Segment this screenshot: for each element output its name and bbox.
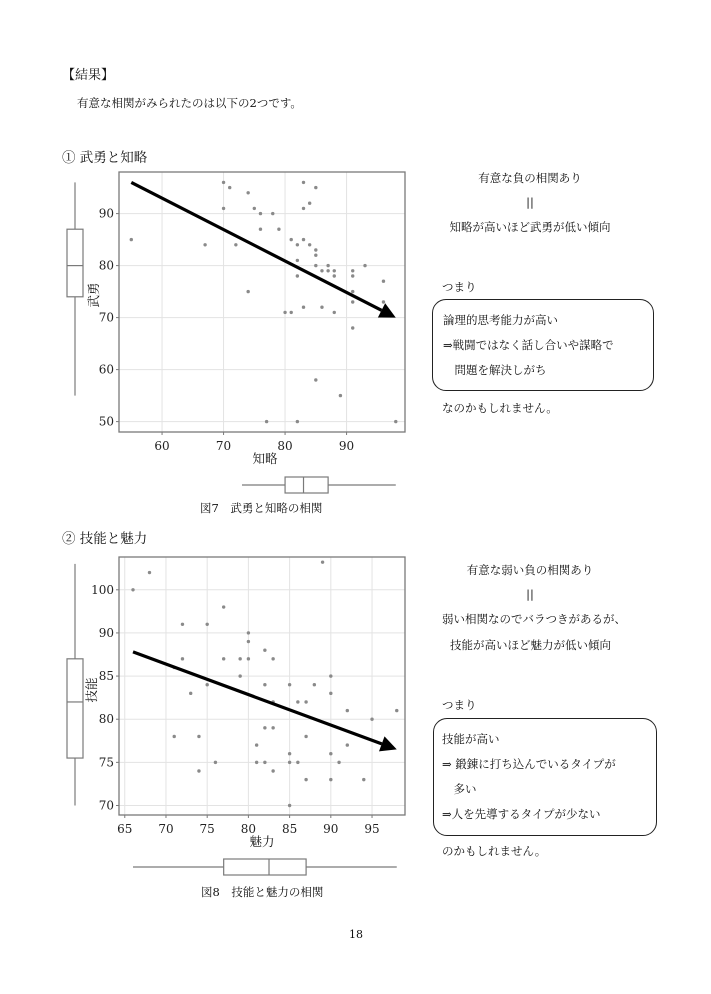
y-tick-label: 80 — [98, 258, 114, 273]
y-tick-label: 75 — [98, 755, 114, 770]
data-point — [189, 692, 192, 695]
summary-line-2: 知略が高いほど武勇が低い傾向 — [449, 220, 611, 234]
x-tick-label: 65 — [117, 822, 133, 836]
data-point — [255, 743, 258, 746]
boxplot-x-box — [224, 859, 306, 875]
y-tick-label: 90 — [98, 206, 114, 221]
x-tick-label: 75 — [199, 822, 215, 836]
tsumari-label-1: つまり — [442, 280, 477, 294]
data-point — [148, 571, 151, 574]
data-point — [263, 761, 266, 764]
data-point — [329, 778, 332, 781]
data-point — [288, 761, 291, 764]
summary-line-3: 技能が高いほど魅力が低い傾向 — [450, 638, 611, 652]
boxplot-y-box — [67, 659, 83, 758]
y-tick-label: 80 — [98, 712, 114, 727]
y-tick-label: 90 — [98, 625, 114, 640]
data-point — [205, 683, 208, 686]
data-point — [296, 700, 299, 703]
intro-text: 有意な相関がみられたのは以下の2つです。 — [77, 96, 302, 110]
data-point — [304, 735, 307, 738]
conclusion-box-2 — [433, 718, 657, 836]
equals-sign: || — [526, 195, 534, 209]
data-point — [131, 588, 134, 591]
y-tick-label: 70 — [98, 310, 114, 325]
closing-text-1: なのかもしれません。 — [442, 401, 558, 415]
data-point — [370, 718, 373, 721]
box-line: ⇒人を先導するタイプが少ない — [442, 807, 601, 821]
x-tick-label: 95 — [364, 822, 380, 836]
box-line: 技能が高い — [442, 732, 500, 746]
data-point — [197, 735, 200, 738]
data-point — [214, 761, 217, 764]
x-tick-label: 70 — [215, 439, 232, 453]
data-point — [346, 743, 349, 746]
summary-line-2: 弱い相関なのでバラつきがあるが、 — [442, 612, 626, 626]
x-tick-label: 85 — [281, 822, 298, 836]
tsumari-label-2: つまり — [442, 698, 477, 712]
data-point — [329, 752, 332, 755]
x-axis-label: 知略 — [252, 451, 278, 466]
data-point — [304, 778, 307, 781]
box-line: 多い — [442, 782, 477, 796]
data-point — [271, 657, 274, 660]
data-point — [296, 761, 299, 764]
y-tick-label: 85 — [98, 669, 114, 684]
data-point — [288, 804, 291, 807]
section-title-1: ① 武勇と知略 — [62, 150, 148, 166]
y-tick-label: 70 — [98, 798, 114, 813]
data-point — [247, 640, 250, 643]
x-tick-label: 90 — [338, 439, 355, 453]
summary-line-1: 有意な負の相関あり — [478, 171, 582, 185]
box-line: 問題を解決しがち — [443, 363, 547, 377]
y-tick-label: 60 — [98, 362, 114, 377]
data-point — [288, 683, 291, 686]
data-point — [329, 674, 332, 677]
box-line: ⇒戦闘ではなく話し合いや謀略で — [443, 338, 614, 352]
data-point — [222, 605, 225, 608]
data-point — [321, 560, 324, 563]
data-point — [205, 623, 208, 626]
closing-text-2: のかもしれません。 — [442, 844, 547, 858]
data-point — [263, 683, 266, 686]
x-tick-label: 80 — [277, 439, 293, 453]
data-point — [288, 752, 291, 755]
data-point — [271, 726, 274, 729]
data-point — [263, 726, 266, 729]
x-axis-label: 魅力 — [249, 834, 275, 849]
data-point — [362, 778, 365, 781]
y-tick-label: 100 — [91, 582, 114, 597]
data-point — [247, 631, 250, 634]
data-point — [238, 657, 241, 660]
trend-arrow-line — [133, 652, 382, 744]
summary-line-1: 有意な弱い負の相関あり — [466, 563, 594, 577]
data-point — [329, 692, 332, 695]
box-line: 論理的思考能力が高い — [443, 313, 558, 327]
data-point — [247, 657, 250, 660]
results-heading: 【結果】 — [62, 68, 115, 83]
x-tick-label: 80 — [240, 822, 257, 836]
y-axis-label: 武勇 — [86, 282, 101, 308]
figure-caption-8: 図8 技能と魅力の相関 — [201, 885, 324, 899]
figure-caption-7: 図7 武勇と知略の相関 — [200, 501, 323, 515]
data-point — [313, 683, 316, 686]
data-point — [395, 709, 398, 712]
equals-sign: || — [526, 587, 534, 601]
data-point — [271, 769, 274, 772]
data-point — [181, 623, 184, 626]
data-point — [337, 761, 340, 764]
plot-frame — [119, 557, 405, 815]
data-point — [222, 657, 225, 660]
y-axis-label: 技能 — [84, 677, 99, 703]
x-tick-label: 90 — [323, 822, 339, 836]
box-line: ⇒ 鍛錬に打ち込んでいるタイプが — [442, 757, 616, 771]
data-point — [304, 700, 307, 703]
data-point — [238, 674, 241, 677]
data-point — [255, 761, 258, 764]
y-tick-label: 50 — [98, 414, 114, 429]
data-point — [181, 657, 184, 660]
data-point — [263, 648, 266, 651]
data-point — [346, 709, 349, 712]
x-tick-label: 60 — [154, 439, 170, 453]
data-point — [173, 735, 176, 738]
data-point — [197, 769, 200, 772]
page-number: 18 — [349, 928, 363, 941]
section-title-2: ② 技能と魅力 — [62, 531, 148, 547]
x-tick-label: 70 — [158, 822, 174, 836]
